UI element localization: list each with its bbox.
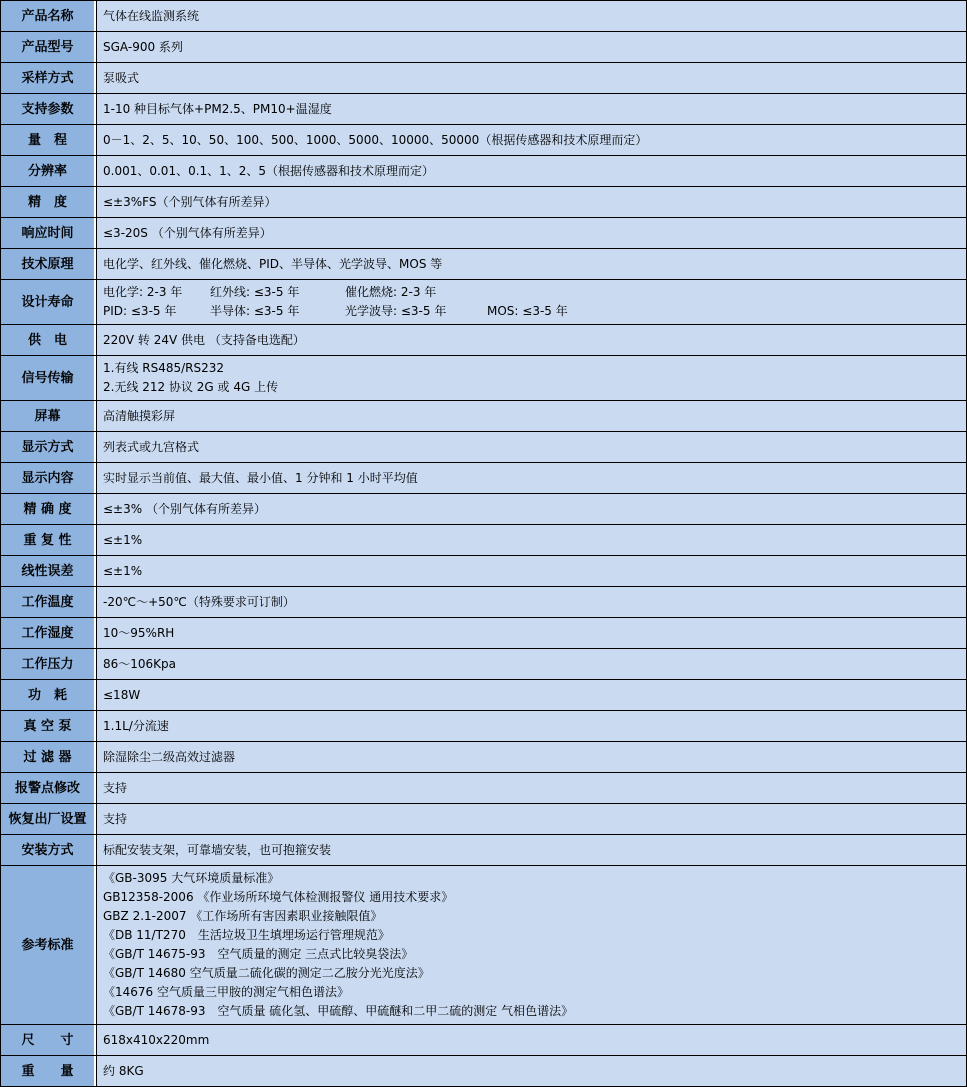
value-text: 列表式或九宫格式 — [103, 439, 200, 454]
row-value — [96, 1, 966, 31]
row-label: 显示内容 — [1, 463, 96, 493]
value-text: 高清触摸彩屏 — [103, 408, 176, 423]
value-text: 支持 — [103, 780, 128, 795]
row-label: 恢复出厂设置 — [1, 804, 96, 834]
table-row — [1, 94, 966, 125]
table-row — [1, 587, 966, 618]
row-label: 屏幕 — [1, 401, 96, 431]
value-text: 0－1、2、5、10、50、100、500、1000、5000、10000、50000（根据传感器和技术原理而定） — [103, 132, 648, 147]
value-text: 气体在线监测系统 — [103, 8, 200, 23]
value-line: GB12358-2006 《作业场所环境气体检测报警仪 通用技术要求》 — [103, 890, 454, 904]
value-line: 《14676 空气质量三甲胺的测定气相色谱法》 — [103, 985, 349, 999]
value-text: 0.001、0.01、0.1、1、2、5（根据传感器和技术原理而定） — [103, 163, 435, 178]
row-label: 显示方式 — [1, 432, 96, 462]
value-segment: 红外线: ≤3-5 年 — [210, 285, 300, 299]
table-row — [1, 463, 966, 494]
value-text: 1.1L/分流速 — [103, 718, 169, 733]
table-row — [1, 525, 966, 556]
table-row — [1, 618, 966, 649]
row-value — [96, 742, 966, 772]
row-label: 产品型号 — [1, 32, 96, 62]
row-label: 采样方式 — [1, 63, 96, 93]
value-segment: 光学波导: ≤3-5 年 — [345, 304, 447, 318]
table-row — [1, 432, 966, 463]
value-text: 除湿除尘二级高效过滤器 — [103, 749, 236, 764]
table-row — [1, 649, 966, 680]
row-label: 供 电 — [1, 325, 96, 355]
value-line: 《GB/T 14680 空气质量二硫化碳的测定二乙胺分光光度法》 — [103, 966, 430, 980]
value-text: -20℃～+50℃（特殊要求可订制） — [103, 594, 295, 609]
row-value — [96, 463, 966, 493]
row-label: 工作压力 — [1, 649, 96, 679]
table-row — [1, 401, 966, 432]
row-value — [96, 187, 966, 217]
row-value — [96, 32, 966, 62]
row-label: 尺 寸 — [1, 1025, 96, 1055]
table-row — [1, 1, 966, 32]
table-row — [1, 63, 966, 94]
table-row — [1, 556, 966, 587]
value-text: 实时显示当前值、最大值、最小值、1 分钟和 1 小时平均值 — [103, 470, 418, 485]
row-label: 参考标准 — [1, 866, 96, 1024]
value-text: ≤±3%FS（个别气体有所差异） — [103, 194, 277, 209]
value-text: ≤18W — [103, 687, 141, 702]
row-label: 技术原理 — [1, 249, 96, 279]
row-label: 报警点修改 — [1, 773, 96, 803]
row-value — [96, 356, 966, 400]
row-label: 设计寿命 — [1, 280, 96, 324]
row-value — [96, 401, 966, 431]
row-label: 响应时间 — [1, 218, 96, 248]
row-label: 精 度 — [1, 187, 96, 217]
row-label: 功 耗 — [1, 680, 96, 710]
value-text: 支持 — [103, 811, 128, 826]
row-label: 工作湿度 — [1, 618, 96, 648]
value-text: 220V 转 24V 供电 （支持备电选配） — [103, 332, 305, 347]
row-label: 信号传输 — [1, 356, 96, 400]
table-row — [1, 280, 966, 325]
row-value — [96, 280, 966, 324]
row-label: 线性误差 — [1, 556, 96, 586]
value-text: ≤3-20S （个别气体有所差异） — [103, 225, 272, 240]
row-value — [96, 494, 966, 524]
row-label: 分辨率 — [1, 156, 96, 186]
row-label: 过 滤 器 — [1, 742, 96, 772]
row-value — [96, 125, 966, 155]
row-label: 重 复 性 — [1, 525, 96, 555]
table-row — [1, 32, 966, 63]
table-row — [1, 1056, 966, 1086]
table-row — [1, 125, 966, 156]
value-segment: PID: ≤3-5 年 — [103, 304, 177, 318]
row-label: 支持参数 — [1, 94, 96, 124]
row-label: 精 确 度 — [1, 494, 96, 524]
row-label: 安装方式 — [1, 835, 96, 865]
value-text: 电化学、红外线、催化燃烧、PID、半导体、光学波导、MOS 等 — [103, 256, 443, 271]
value-text: 约 8KG — [103, 1063, 144, 1078]
row-value — [96, 156, 966, 186]
value-segment: 电化学: 2-3 年 — [103, 285, 183, 299]
row-value — [96, 587, 966, 617]
row-value — [96, 63, 966, 93]
value-text: 618x410x220mm — [103, 1032, 210, 1047]
row-value — [96, 525, 966, 555]
row-label: 量 程 — [1, 125, 96, 155]
value-line: 《DB 11/T270 生活垃圾卫生填埋场运行管理规范》 — [103, 928, 390, 942]
table-row — [1, 249, 966, 280]
value-line: 《GB/T 14675-93 空气质量的测定 三点式比较臭袋法》 — [103, 947, 414, 961]
table-row — [1, 218, 966, 249]
row-value — [96, 835, 966, 865]
value-segment: 催化燃烧: 2-3 年 — [345, 285, 437, 299]
table-row — [1, 773, 966, 804]
value-text: ≤±1% — [103, 563, 143, 578]
row-value — [96, 680, 966, 710]
table-row — [1, 711, 966, 742]
row-value — [96, 432, 966, 462]
table-row — [1, 1025, 966, 1056]
row-label: 工作温度 — [1, 587, 96, 617]
row-value — [96, 1056, 966, 1086]
table-row — [1, 804, 966, 835]
row-value — [96, 325, 966, 355]
row-label: 重 量 — [1, 1056, 96, 1086]
value-text: 86～106Kpa — [103, 656, 177, 671]
value-line: 《GB/T 14678-93 空气质量 硫化氢、甲硫醇、甲硫醚和二甲二硫的测定 气相色谱法》 — [103, 1004, 574, 1018]
value-text: SGA-900 系列 — [103, 39, 183, 54]
value-line: 《GB-3095 大气环境质量标准》 — [103, 871, 280, 885]
value-line: 2.无线 212 协议 2G 或 4G 上传 — [103, 380, 279, 394]
row-value — [96, 218, 966, 248]
value-segment: 半导体: ≤3-5 年 — [210, 304, 300, 318]
table-row — [1, 742, 966, 773]
value-text: 泵吸式 — [103, 70, 140, 85]
value-line: 1.有线 RS485/RS232 — [103, 361, 225, 375]
row-value — [96, 773, 966, 803]
row-value — [96, 249, 966, 279]
value-line: GBZ 2.1-2007 《工作场所有害因素职业接触限值》 — [103, 909, 383, 923]
row-value — [96, 1025, 966, 1055]
row-value — [96, 618, 966, 648]
value-text: ≤±1% — [103, 532, 143, 547]
row-value — [96, 649, 966, 679]
value-segment: MOS: ≤3-5 年 — [487, 304, 568, 318]
table-row — [1, 325, 966, 356]
table-row — [1, 835, 966, 866]
value-line — [103, 302, 960, 321]
value-line — [103, 283, 960, 302]
value-text: ≤±3% （个别气体有所差异） — [103, 501, 266, 516]
table-row — [1, 187, 966, 218]
table-row — [1, 494, 966, 525]
row-label: 产品名称 — [1, 1, 96, 31]
row-value — [96, 711, 966, 741]
table-row — [1, 680, 966, 711]
value-text: 1-10 种目标气体+PM2.5、PM10+温湿度 — [103, 101, 332, 116]
row-value — [96, 866, 966, 1024]
table-row — [1, 866, 966, 1025]
row-value — [96, 556, 966, 586]
value-text: 标配安装支架，可靠墙安装，也可抱箍安装 — [103, 842, 332, 857]
value-text: 10～95%RH — [103, 625, 175, 640]
row-label: 真 空 泵 — [1, 711, 96, 741]
row-value — [96, 804, 966, 834]
table-row — [1, 356, 966, 401]
table-row — [1, 156, 966, 187]
row-value — [96, 94, 966, 124]
